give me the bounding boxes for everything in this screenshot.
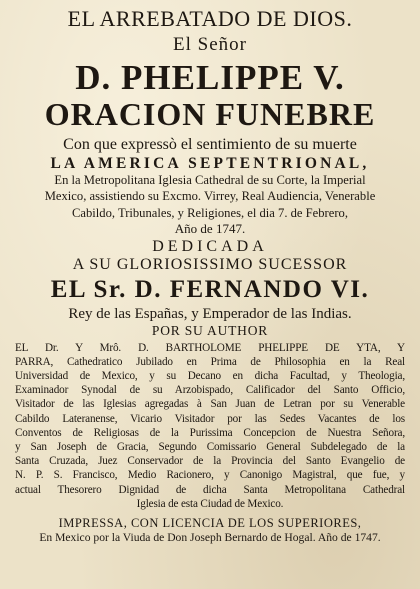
imprint-license: IMPRESSA, CON LICENCIA DE LOS SUPERIORES, [58,515,362,530]
year-line: Año de 1747. [174,221,246,236]
author-line: Visitador de las Iglesias agregadas à San Juan de Letran por su Venerable [15,398,405,411]
successor-line: A SU GLORIOSISSIMO SUCESSOR [72,256,348,273]
fernando-heading: EL Sr. D. FERNANDO VI. [50,276,370,303]
author-heading: POR SU AUTHOR [151,323,269,338]
author-line: Conventos de Religiosas de la Purissima Concepcion de Nuestra Señora, [15,426,405,439]
subtitle-senor: El Señor [173,34,247,55]
dedication-heading: DEDICADA [152,238,268,255]
america-heading: LA AMERICA SEPTENTRIONAL, [50,155,370,172]
author-line: actual Thesorero Dignidad de dicha Santa Metropolitana Cathedral [15,483,405,496]
author-line: PARRA, Cathedratico Jubilado en Prima de Philosophia en la Real [15,355,405,368]
oration-heading: ORACION FUNEBRE [44,96,376,132]
author-line: Universidad de Mexico, y su Decano en dicha Facultad, y Theologia, [15,369,405,382]
king-title-line: Rey de las Españas, y Emperador de las Indias. [68,306,352,322]
location-line-2: Mexico, assistiendo su Excmo. Virrey, Real Audiencia, Venerable [44,189,376,203]
author-credentials [14,341,406,511]
imprint-printer: En Mexico por la Viuda de Don Joseph Bernardo de Hogal. Año de 1747. [39,531,381,545]
author-line: Iglesia de esta Ciudad de Mexico. [136,497,284,510]
king-name: D. PHELIPPE V. [75,58,345,97]
author-line: EL Dr. Y Mrô. D. BARTHOLOME PHELIPPE DE YTA, Y [15,341,405,354]
main-title: EL ARREBATADO DE DIOS. [67,6,353,31]
author-line: N. P. S. Francisco, Medio Racionero, y Canonigo Magistral, que fue, y [15,469,405,482]
author-line: y San Joseph de Gracia, Segundo Comissario General Subdelegado de la [15,440,405,453]
location-line-1: En la Metropolitana Iglesia Cathedral de su Corte, la Imperial [54,172,366,187]
author-line: Examinador Synodal de su Arzobispado, Calificador del Santo Officio, [15,384,405,397]
location-line-3: Cabildo, Tribunales, y Religiones, el dia 7. de Febrero, [72,205,348,220]
intro-line: Con que expressò el sentimiento de su muerte [63,136,357,153]
author-line: Santa Cruzada, Juez Conservador de la Provincia del Santo Evangelio de [15,455,405,468]
author-line: Cabildo Lateranense, Vicario Visitador por las Sedes Vacantes de los [15,412,405,425]
